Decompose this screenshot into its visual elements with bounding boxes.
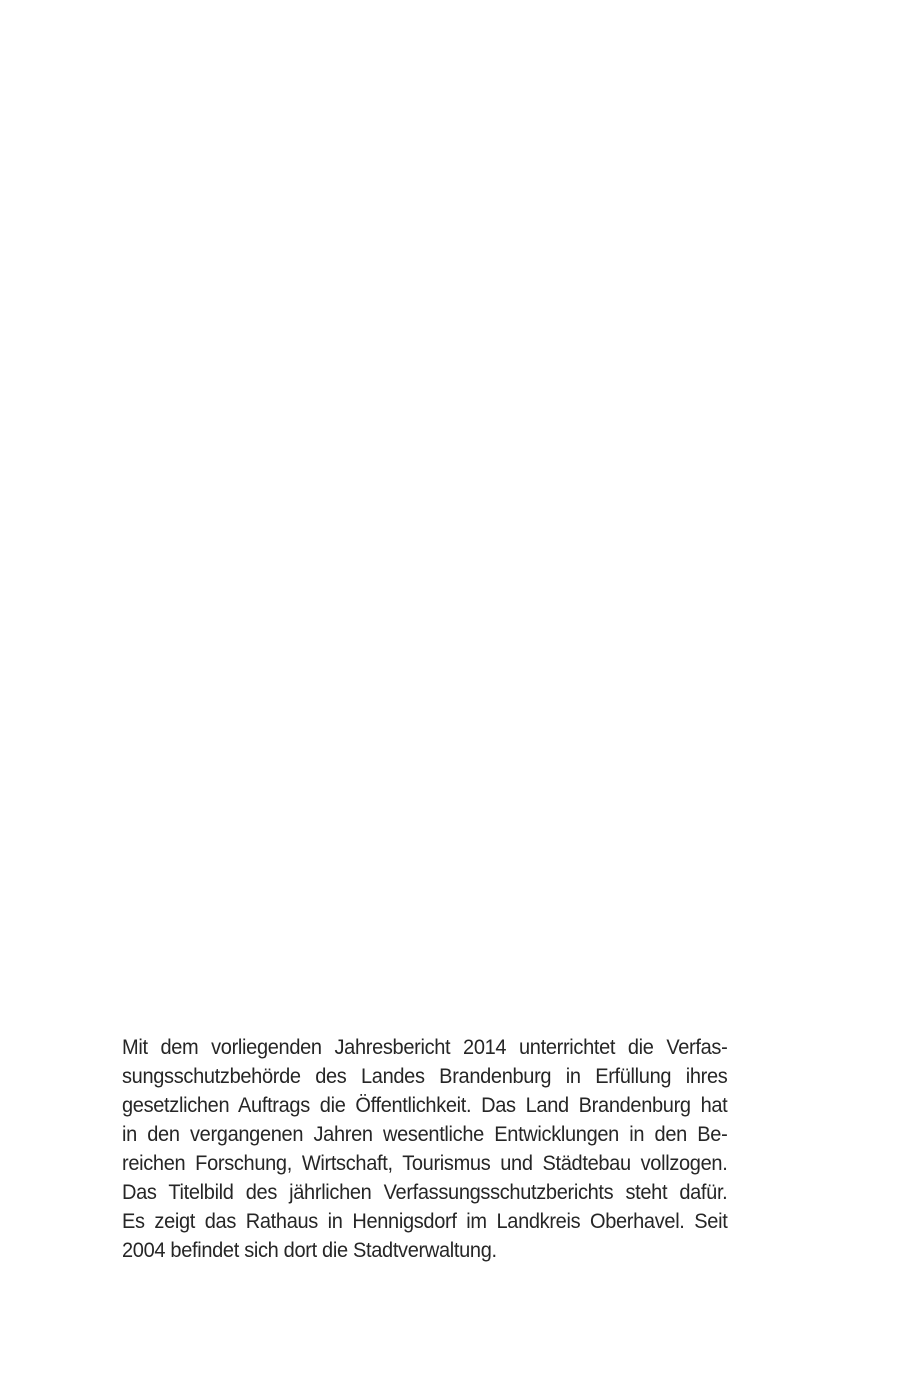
paragraph-line: reichen Forschung, Wirtschaft, Tourismus und Städtebau vollzogen. [122,1151,728,1175]
paragraph-line: Es zeigt das Rathaus in Hennigsdorf im Landkreis Oberhavel. Seit [122,1209,728,1233]
paragraph-line: Mit dem vorliegenden Jahresbericht 2014 unterrichtet die Verfas- [122,1035,728,1059]
paragraph-line: 2004 befindet sich dort die Stadtverwaltung. [122,1238,497,1262]
paragraph-line: sungsschutzbehörde des Landes Brandenburg in Erfüllung ihres [122,1064,728,1088]
paragraph-line: gesetzlichen Auftrags die Öffentlichkeit. Das Land Brandenburg hat [122,1093,728,1117]
paragraph-line: Das Titelbild des jährlichen Verfassungsschutzberichts steht dafür. [122,1180,728,1204]
intro-paragraph [122,1033,727,1265]
paragraph-line: in den vergangenen Jahren wesentliche Entwicklungen in den Be- [122,1122,728,1146]
